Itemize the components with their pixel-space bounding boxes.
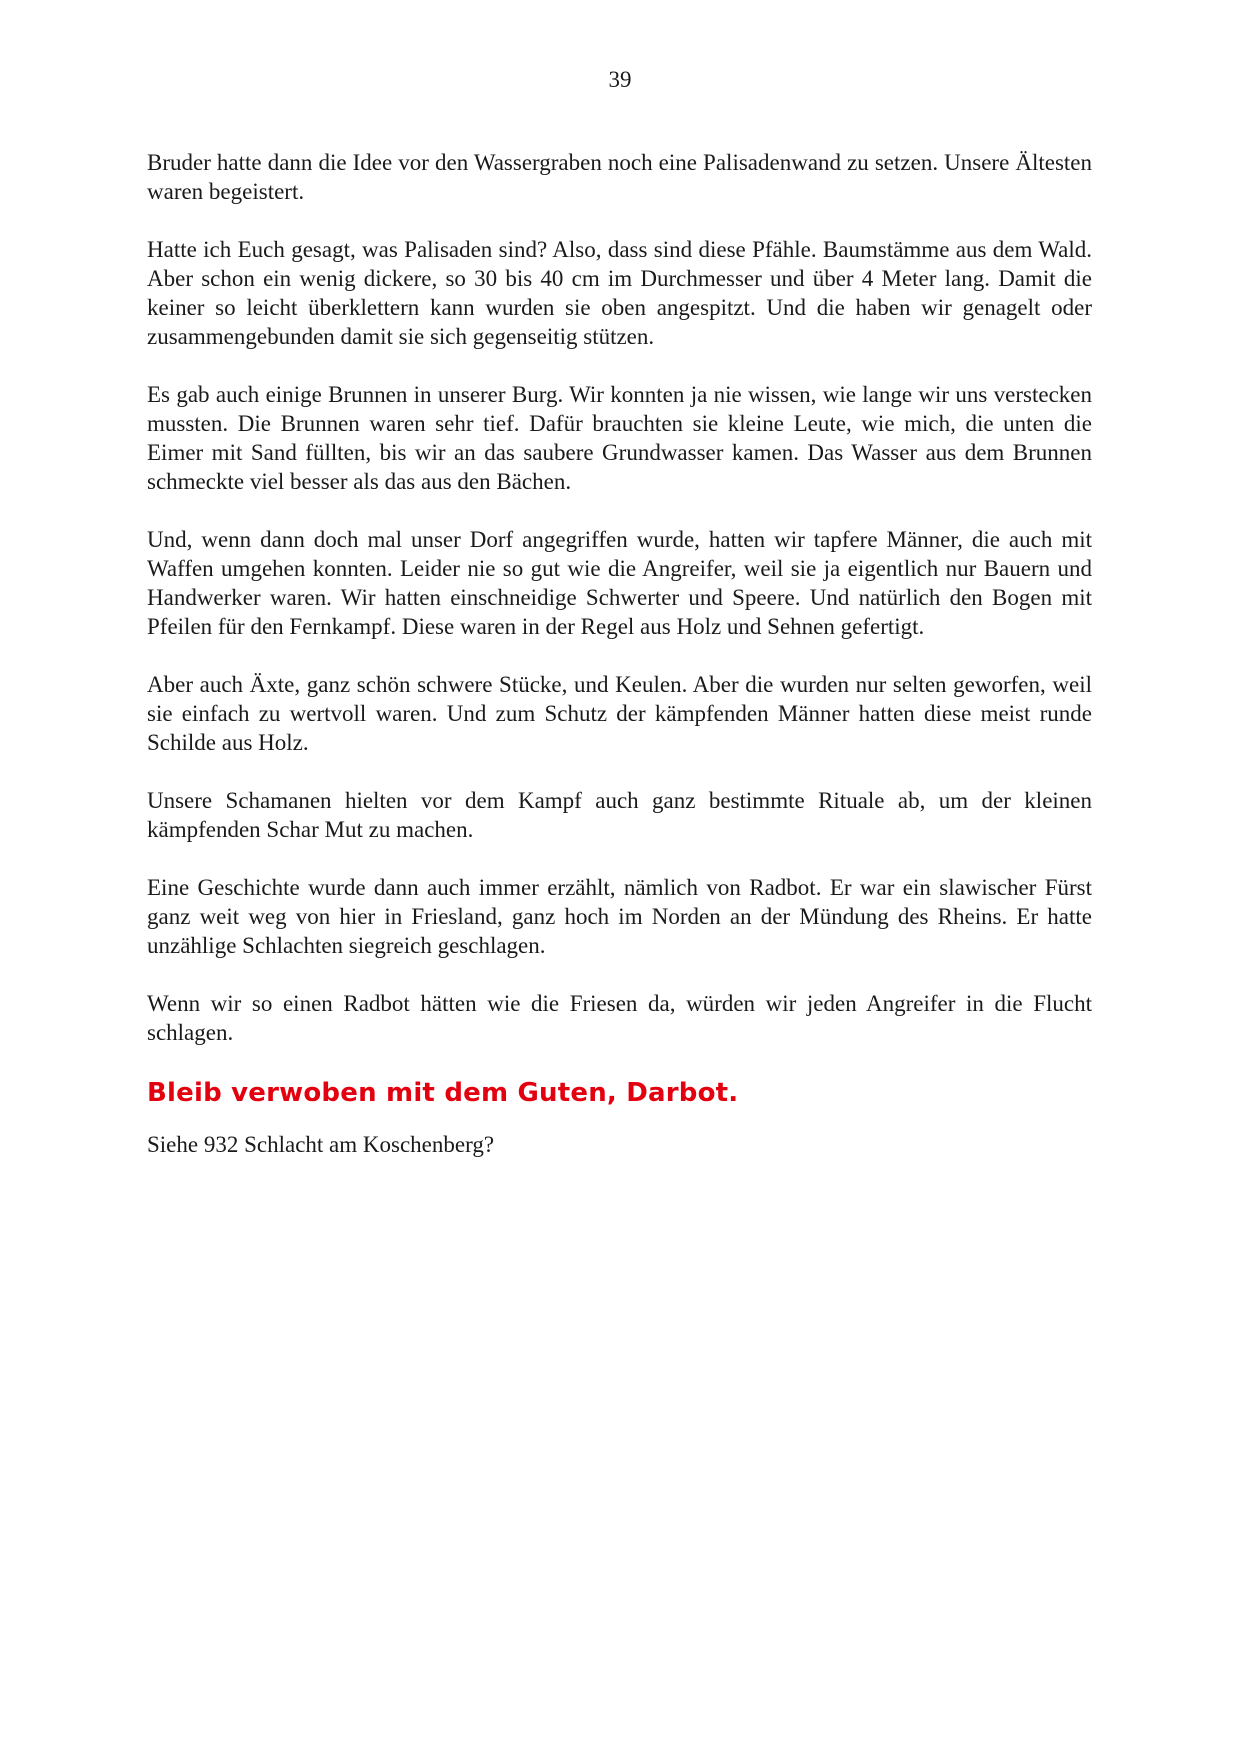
page-number: 39 [608,67,632,92]
paragraph-2: Hatte ich Euch gesagt, was Palisaden sind? Also, dass sind diese Pfähle. Baumstämme aus dem Wald. Aber schon ein wenig dickere, so 30 bis 40 cm im Durchmesser und über 4 Meter lang. Damit die keiner so leicht überklettern kann wurden sie oben angespitzt. Und die haben wir genagelt oder zusammengebunden damit sie sich gegenseitig stützen. [147,237,1092,349]
reference-note: Siehe 932 Schlacht am Koschenberg? [147,1132,495,1157]
page-body [147,148,1092,1159]
motto-heading: Bleib verwoben mit dem Guten, Darbot. [147,1078,739,1108]
paragraph-5: Aber auch Äxte, ganz schön schwere Stücke, und Keulen. Aber die wurden nur selten geworfen, weil sie einfach zu wertvoll waren. Und zum Schutz der kämpfenden Männer hatten diese meist runde Schilde aus Holz. [147,672,1092,755]
paragraph-3: Es gab auch einige Brunnen in unserer Burg. Wir konnten ja nie wissen, wie lange wir uns verstecken mussten. Die Brunnen waren sehr tief. Dafür brauchten sie kleine Leute, wie mich, die unten die Eimer mit Sand füllten, bis wir an das saubere Grundwasser kamen. Das Wasser aus dem Brunnen schmeckte viel besser als das aus den Bächen. [147,382,1092,494]
paragraph-1: Bruder hatte dann die Idee vor den Wassergraben noch eine Palisadenwand zu setzen. Unsere Ältesten waren begeistert. [147,150,1092,204]
paragraph-4: Und, wenn dann doch mal unser Dorf angegriffen wurde, hatten wir tapfere Männer, die auch mit Waffen umgehen konnten. Leider nie so gut wie die Angreifer, weil sie ja eigentlich nur Bauern und Handwerker waren. Wir hatten einschneidige Schwerter und Speere. Und natürlich den Bogen mit Pfeilen für den Fernkampf. Diese waren in der Regel aus Holz und Sehnen gefertigt. [147,527,1092,639]
paragraph-7: Eine Geschichte wurde dann auch immer erzählt, nämlich von Radbot. Er war ein slawischer Fürst ganz weit weg von hier in Friesland, ganz hoch im Norden an der Mündung des Rheins. Er hatte unzählige Schlachten siegreich geschlagen. [147,875,1092,958]
paragraph-6: Unsere Schamanen hielten vor dem Kampf auch ganz bestimmte Rituale ab, um der kleinen kämpfenden Schar Mut zu machen. [147,788,1092,842]
paragraph-8: Wenn wir so einen Radbot hätten wie die Friesen da, würden wir jeden Angreifer in die Flucht schlagen. [147,991,1092,1045]
